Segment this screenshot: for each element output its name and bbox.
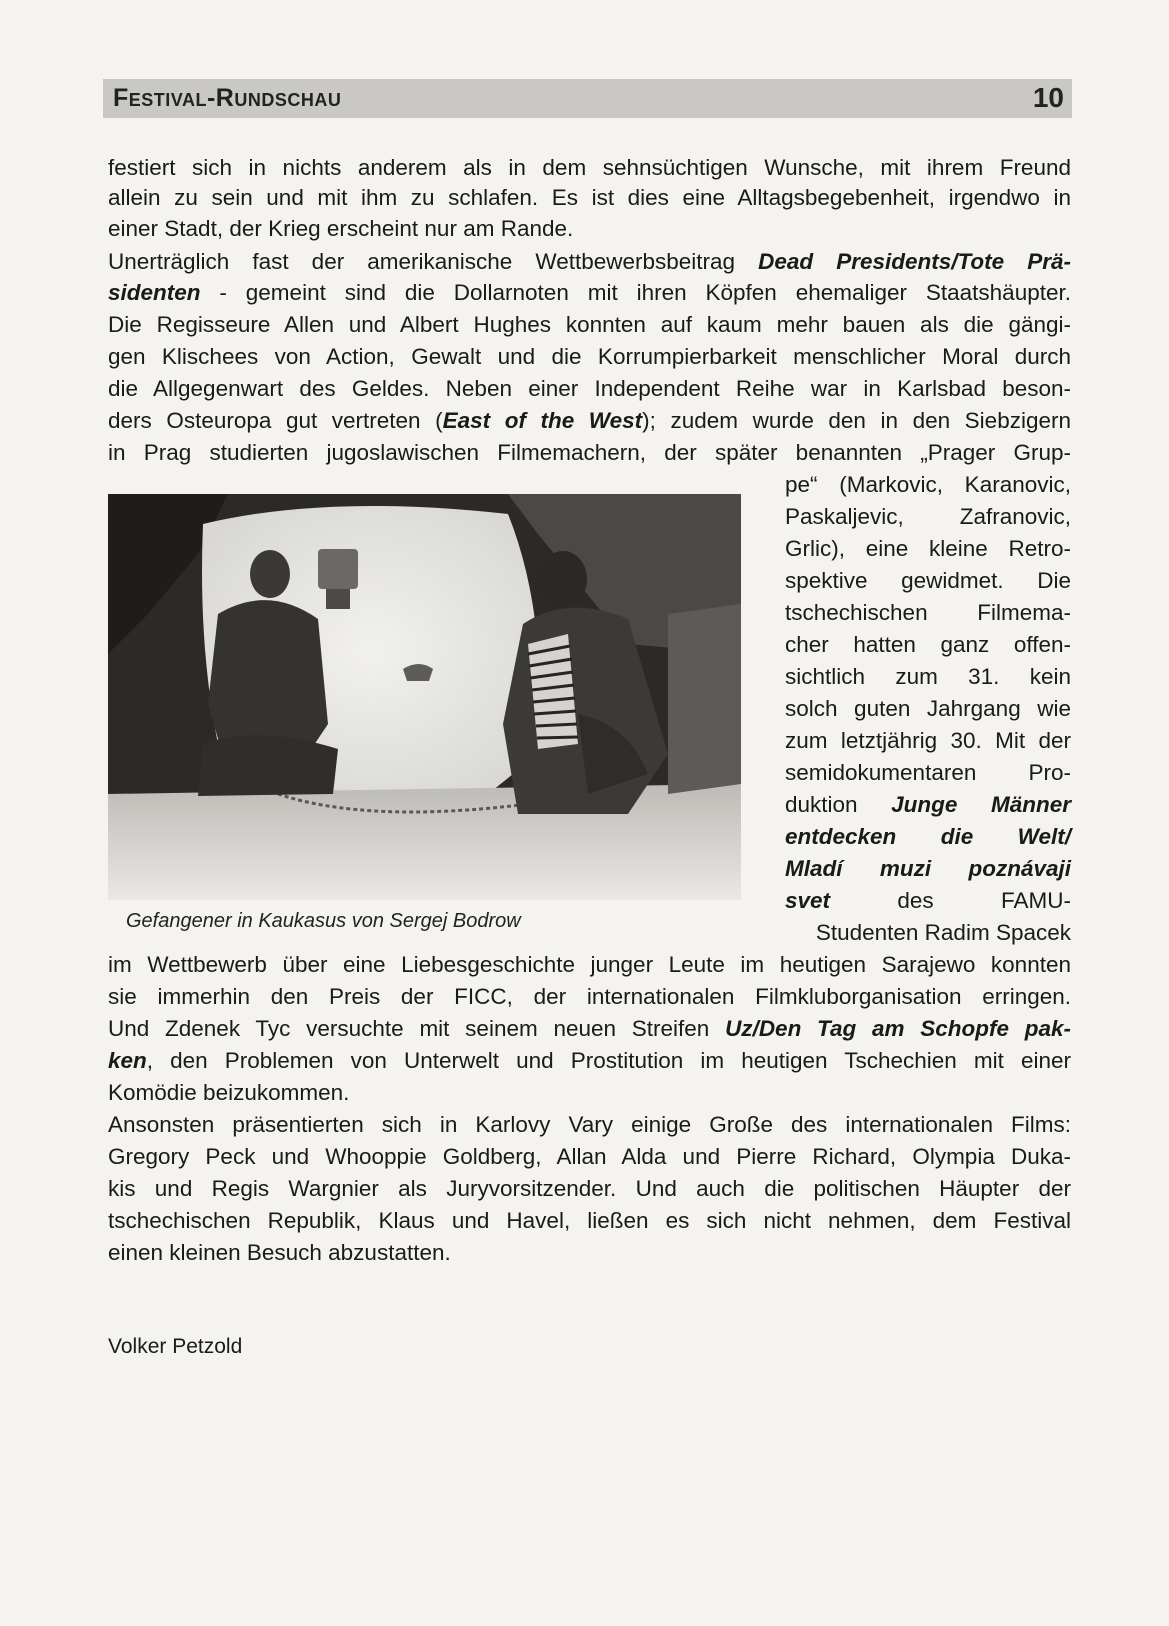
text-line: tschechischen Filmema- xyxy=(785,600,1071,625)
text-line: kis und Regis Wargnier als Juryvorsitzender. Und auch die politischen Häupter der xyxy=(108,1176,1071,1201)
film-title-line: entdecken die Welt/ xyxy=(785,824,1071,849)
text-line: sidenten - gemeint sind die Dollarnoten mit ihren Köpfen ehemaliger Staatshäupter. xyxy=(108,280,1071,305)
photo-caption: Gefangener in Kaukasus von Sergej Bodrow xyxy=(126,910,521,932)
page-number: 10 xyxy=(1032,82,1064,113)
film-title: Junge Männer xyxy=(891,792,1071,817)
text-line: Unerträglich fast der amerikanische Wettbewerbsbeitrag Dead Presidents/Tote Prä- xyxy=(108,249,1071,274)
text-line: Studenten Radim Spacek xyxy=(815,920,1071,945)
film-title: East of the West xyxy=(442,408,643,433)
text-line: in Prag studierten jugoslawischen Filmemachern, der später benannten „Prager Grup- xyxy=(108,440,1071,465)
text-line: gen Klischees von Action, Gewalt und die Korrumpierbarkeit menschlicher Moral durch xyxy=(108,344,1071,369)
text-line: sichtlich zum 31. kein xyxy=(785,664,1071,689)
section-title: Festival-Rundschau xyxy=(113,84,342,112)
text-line: semidokumentaren Pro- xyxy=(785,760,1071,785)
text-line: einen kleinen Besuch abzustatten. xyxy=(108,1240,451,1265)
text-line: festiert sich in nichts anderem als in dem sehnsüchtigen Wunsche, mit ihrem Freund xyxy=(108,155,1071,180)
film-still-photo xyxy=(108,494,741,900)
text-line: die Allgegenwart des Geldes. Neben einer Independent Reihe war in Karlsbad beson- xyxy=(108,376,1071,401)
text-line: ken, den Problemen von Unterwelt und Prostitution im heutigen Tschechien mit einer xyxy=(108,1048,1071,1073)
text-line: tschechischen Republik, Klaus und Havel, ließen es sich nicht nehmen, dem Festival xyxy=(108,1208,1071,1233)
text-line: pe“ (Markovic, Karanovic, xyxy=(785,472,1071,497)
text-line: solch guten Jahrgang wie xyxy=(785,696,1071,721)
film-title: ken xyxy=(108,1048,147,1073)
text-line: spektive gewidmet. Die xyxy=(785,568,1071,593)
text-line: einer Stadt, der Krieg erscheint nur am Rande. xyxy=(108,216,574,241)
text-line: Die Regisseure Allen und Albert Hughes konnten auf kaum mehr bauen als die gängi- xyxy=(108,312,1071,337)
text-line: sie immerhin den Preis der FICC, der internationalen Filmkluborganisation erringen. xyxy=(108,984,1071,1009)
text-line: zum letztjährig 30. Mit der xyxy=(785,728,1071,753)
text-line: cher hatten ganz offen- xyxy=(785,632,1071,657)
text-line: Ansonsten präsentierten sich in Karlovy Vary einige Große des internationalen Films: xyxy=(108,1112,1071,1137)
author-name: Volker Petzold xyxy=(108,1335,243,1358)
film-title: sidenten xyxy=(108,280,201,305)
text-line: im Wettbewerb über eine Liebesgeschichte junger Leute im heutigen Sarajewo konnten xyxy=(108,952,1071,977)
text-line: Und Zdenek Tyc versuchte mit seinem neuen Streifen Uz/Den Tag am Schopfe pak- xyxy=(108,1016,1071,1041)
section-header-bar xyxy=(103,79,1072,118)
text-line: ders Osteuropa gut vertreten (East of the West); zudem wurde den in den Siebzigern xyxy=(108,408,1071,433)
text-line: Grlic), eine kleine Retro- xyxy=(785,536,1071,561)
text-line: Komödie beizukommen. xyxy=(108,1080,350,1105)
film-title: Uz/Den Tag am Schopfe pak- xyxy=(725,1016,1071,1041)
text-line: Paskaljevic, Zafranovic, xyxy=(785,504,1071,529)
text-line: Gregory Peck und Whooppie Goldberg, Allan Alda und Pierre Richard, Olympia Duka- xyxy=(108,1144,1071,1169)
text-line: duktion Junge Männer xyxy=(785,792,1071,817)
film-title: Dead Presidents/Tote Prä- xyxy=(758,249,1071,274)
film-title-line: Mladí muzi poznávaji xyxy=(785,856,1071,881)
film-title: svet xyxy=(785,888,831,913)
text-line: svet des FAMU- xyxy=(785,888,1071,913)
text-line: allein zu sein und mit ihm zu schlafen. Es ist dies eine Alltagsbegebenheit, irgendwo in xyxy=(108,185,1071,210)
